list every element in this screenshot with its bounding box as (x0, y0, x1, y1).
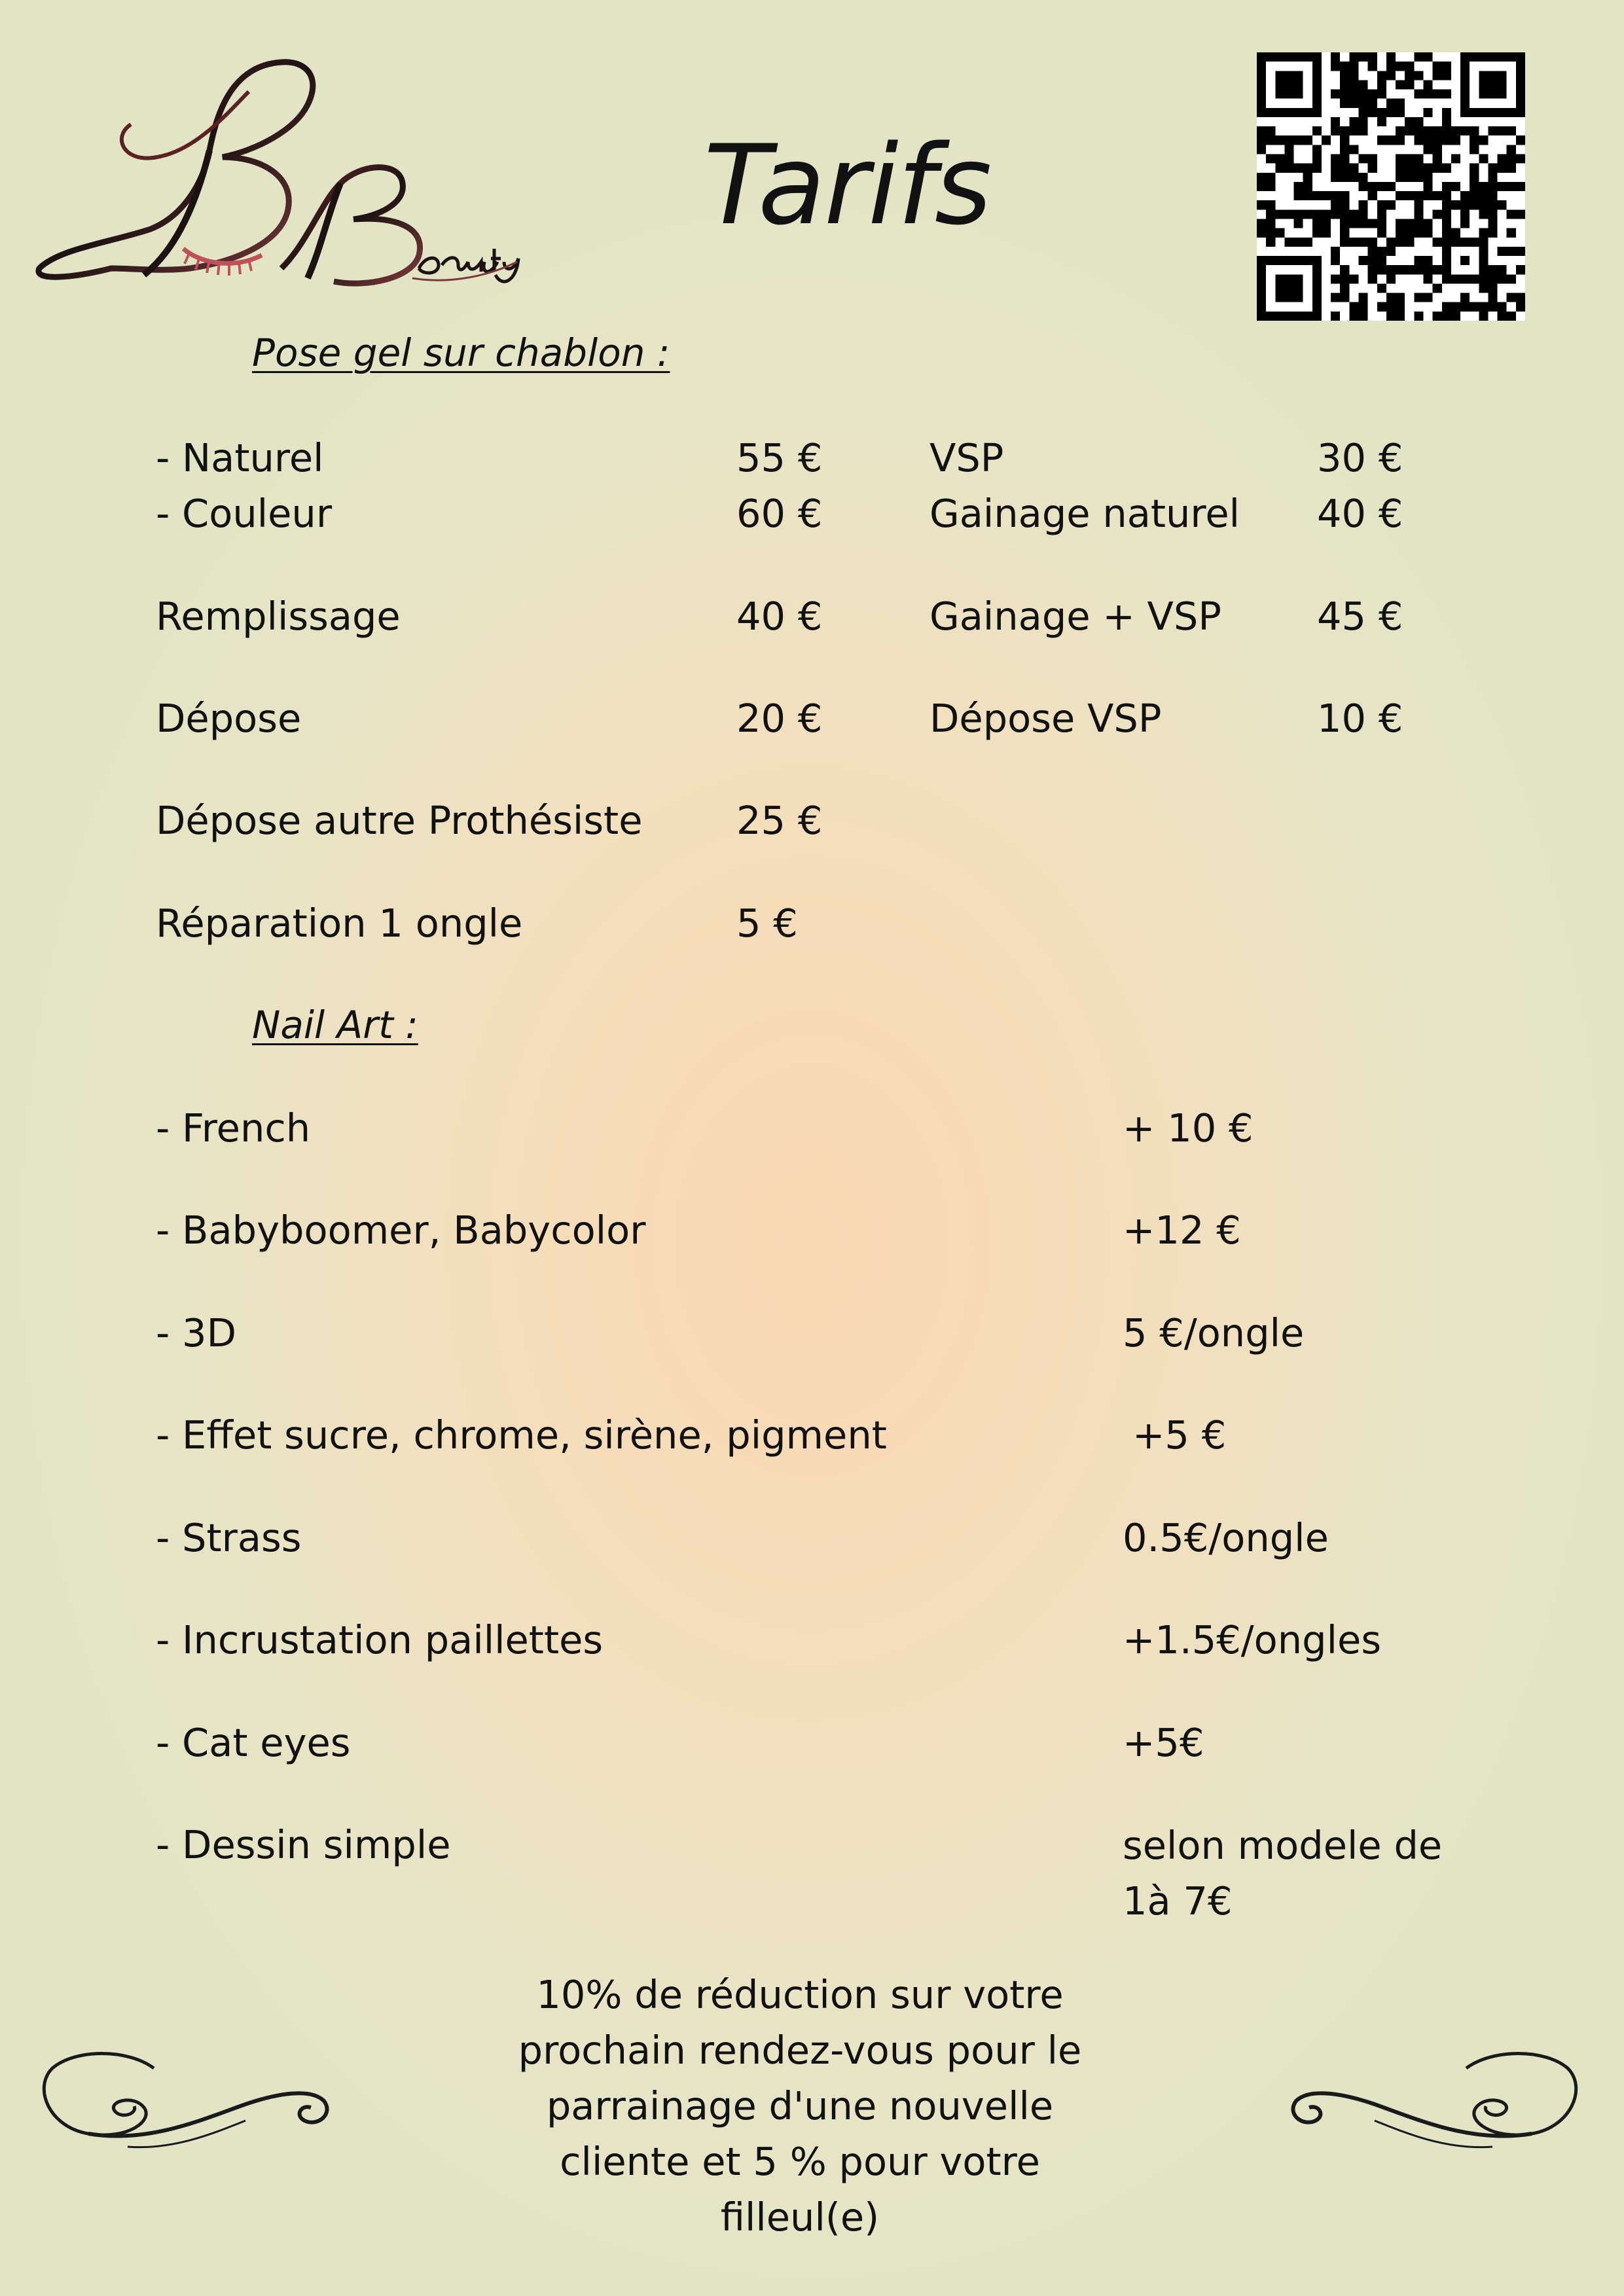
price-label: - 3D (156, 1310, 237, 1355)
price-value: +1.5€/ongles (1123, 1617, 1382, 1662)
price-value: 60 € (736, 491, 823, 536)
referral-note: 10% de réduction sur votre prochain rendez-vous pour le parrainage d'une nouvelle cliente et 5 % pour votre filleul(e) (518, 1972, 1082, 2240)
qr-code (1257, 52, 1525, 321)
price-label: Dépose autre Prothésiste (156, 798, 643, 843)
price-value: 10 € (1317, 696, 1403, 741)
price-value: 45 € (1317, 594, 1403, 639)
price-value: 40 € (1317, 491, 1403, 536)
price-label: - Cat eyes (156, 1720, 351, 1765)
price-label: Gainage + VSP (929, 594, 1221, 639)
price-value: +5€ (1123, 1720, 1204, 1765)
price-label: Dépose VSP (929, 696, 1162, 741)
price-label: Remplissage (156, 594, 401, 639)
price-value: 0.5€/ongle (1123, 1515, 1329, 1560)
flourish-right-icon (1283, 2036, 1591, 2173)
price-value: +5 € (1132, 1412, 1227, 1458)
price-label: - Naturel (156, 435, 324, 480)
flourish-left-icon (29, 2036, 337, 2173)
price-value: 20 € (736, 696, 823, 741)
price-label: Gainage naturel (929, 491, 1240, 536)
price-value: 40 € (736, 594, 823, 639)
price-label: - Couleur (156, 491, 333, 536)
price-value: + 10 € (1123, 1105, 1254, 1151)
price-label: - Effet sucre, chrome, sirène, pigment (156, 1412, 887, 1458)
price-value: 5 € (736, 901, 798, 946)
flourish-right (1283, 2036, 1591, 2173)
page-title: Tarifs (704, 121, 991, 249)
flourish-left (29, 2036, 337, 2173)
price-label: Dépose (156, 696, 302, 741)
qr-code-graphic (1257, 52, 1525, 321)
price-label: Réparation 1 ongle (156, 901, 523, 946)
section-heading-gel: Pose gel sur chablon : (252, 331, 670, 375)
price-value: +12 € (1123, 1208, 1241, 1253)
price-label: - Dessin simple (156, 1822, 451, 1867)
bbeauty-logo (33, 52, 530, 301)
price-label: - French (156, 1105, 311, 1151)
section-heading-nail-art: Nail Art : (252, 1003, 418, 1047)
price-label: - Incrustation paillettes (156, 1617, 604, 1662)
price-value: 25 € (736, 798, 823, 843)
price-value: 55 € (736, 435, 823, 480)
price-label: - Babyboomer, Babycolor (156, 1208, 646, 1253)
price-label: - Strass (156, 1515, 302, 1560)
price-value: 30 € (1317, 435, 1403, 480)
logo-graphic (33, 52, 530, 301)
price-value: selon modele de 1à 7€ (1123, 1823, 1443, 1924)
price-value: 5 €/ongle (1123, 1310, 1305, 1355)
price-label: VSP (929, 435, 1004, 480)
